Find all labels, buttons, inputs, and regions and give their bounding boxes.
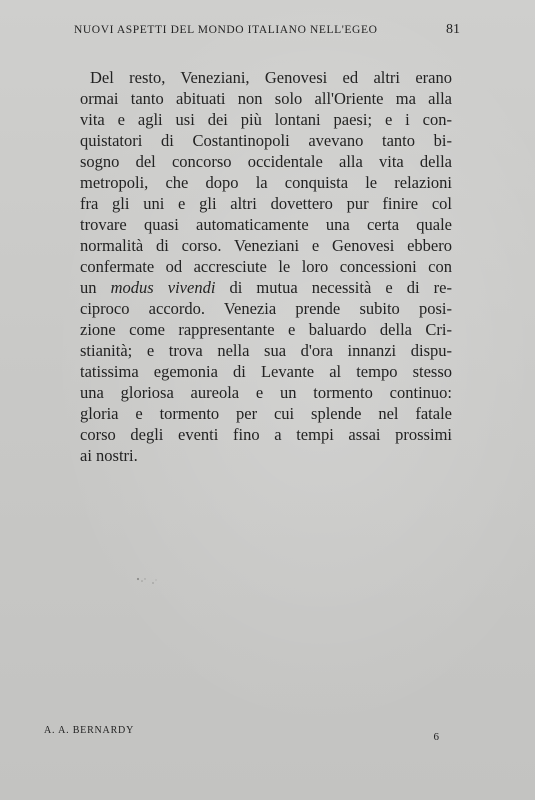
text-line: sogno del concorso occidentale alla vita della — [80, 152, 452, 171]
ink-smudge — [134, 574, 162, 588]
text-line: tatissima egemonia di Levante al tempo stesso — [80, 362, 452, 381]
text-line: quistatori di Costantinopoli avevano tanto bi- — [80, 131, 452, 150]
page-header — [74, 24, 460, 44]
text-line: gloria e tormento per cui splende nel fatale — [80, 404, 452, 423]
text-line: metropoli, che dopo la conquista le relazioni — [80, 173, 452, 192]
text-line: vita e agli usi dei più lontani paesi; e i con- — [80, 110, 452, 129]
text-line: normalità di corso. Veneziani e Genovesi ebbero — [80, 236, 452, 255]
text-line: corso degli eventi fino a tempi assai prossimi — [80, 425, 452, 444]
signature-line: A. A. BERNARDY — [44, 725, 135, 736]
text-line-with-italic — [80, 277, 452, 298]
text-line: stianità; e trova nella sua d'ora innanzi dispu- — [80, 341, 452, 360]
text-fragment: di mutua necessità e di re- — [215, 278, 452, 297]
italic-phrase: modus vivendi — [110, 278, 216, 297]
text-line: fra gli uni e gli altri dovettero pur finire col — [80, 194, 452, 213]
text-line: zione come rappresentante e baluardo della Cri- — [80, 320, 452, 339]
page-number: 81 — [446, 22, 460, 37]
text-line: ciproco accordo. Venezia prende subito posi- — [80, 299, 452, 318]
text-line: ormai tanto abituati non solo all'Oriente ma alla — [80, 89, 452, 108]
text-line: confermate od accresciute le loro concessioni con — [80, 257, 452, 276]
text-line: una gloriosa aureola e un tormento continuo: — [80, 383, 452, 402]
page-footer — [44, 725, 439, 745]
text-line: Del resto, Veneziani, Genovesi ed altri erano — [90, 68, 452, 87]
body-text — [80, 67, 452, 466]
text-line: trovare quasi automaticamente una certa quale — [80, 215, 452, 234]
text-fragment: un — [80, 278, 111, 297]
text-line: ai nostri. — [80, 446, 138, 465]
running-title: NUOVI ASPETTI DEL MONDO ITALIANO NELL'EGEO — [74, 24, 378, 36]
signature-mark: 6 — [433, 731, 439, 743]
